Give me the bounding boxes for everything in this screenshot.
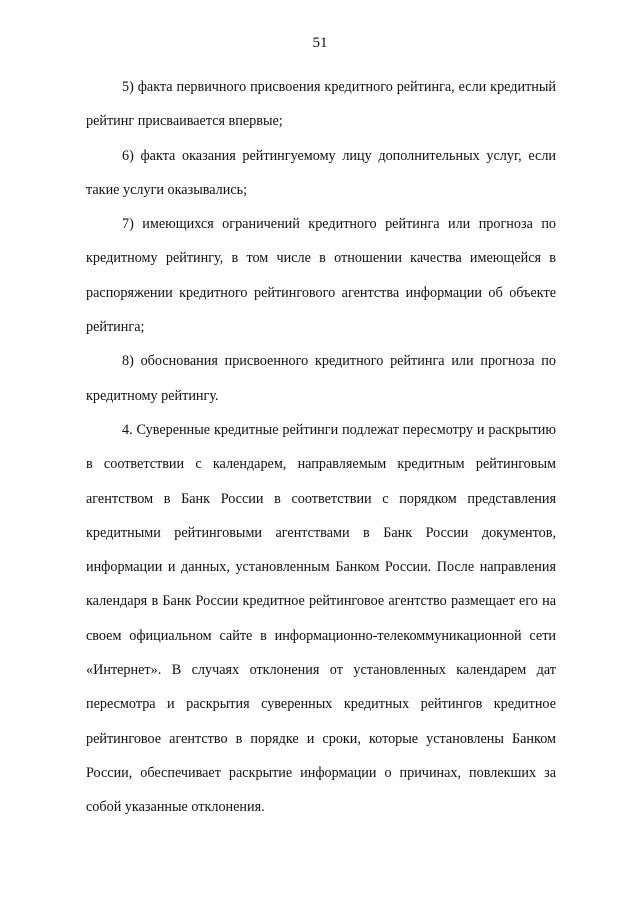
list-item-8: 8) обоснования присвоенного кредитного рейтинга или прогноза по кредитному рейтингу. — [86, 353, 556, 404]
page-number: 51 — [312, 35, 328, 51]
list-item-6: 6) факта оказания рейтингуемому лицу дополнительных услуг, если такие услуги оказывались; — [86, 147, 556, 198]
list-item-7: 7) имеющихся ограничений кредитного рейтинга или прогноза по кредитному рейтингу, в том числе в отношении качества имеющейся в распоряжении кредитного рейтингового агентства информации об объекте рейтинга; — [86, 216, 556, 336]
document-body — [86, 70, 556, 825]
list-item-5: 5) факта первичного присвоения кредитного рейтинга, если кредитный рейтинг присваивается впервые; — [86, 79, 556, 130]
section-4-paragraph: 4. Суверенные кредитные рейтинги подлежат пересмотру и раскрытию в соответствии с календарем, направляемым кредитным рейтинговым агентством в Банк России в соответствии с порядком представления кредитными рейтинговыми агентствами в Банк России документов, информации и данных, установленным Банком России. После направления календаря в Банк России кредитное рейтинговое агентство размещает его на своем официальном сайте в информационно-телекоммуникационной сети «Интернет». В случаях отклонения от установленных календарем дат пересмотра и раскрытия суверенных кредитных рейтингов кредитное рейтинговое агентство в порядке и сроки, которые установлены Банком России, обеспечивает раскрытие информации о причинах, повлекших за собой указанные отклонения. — [86, 421, 556, 816]
